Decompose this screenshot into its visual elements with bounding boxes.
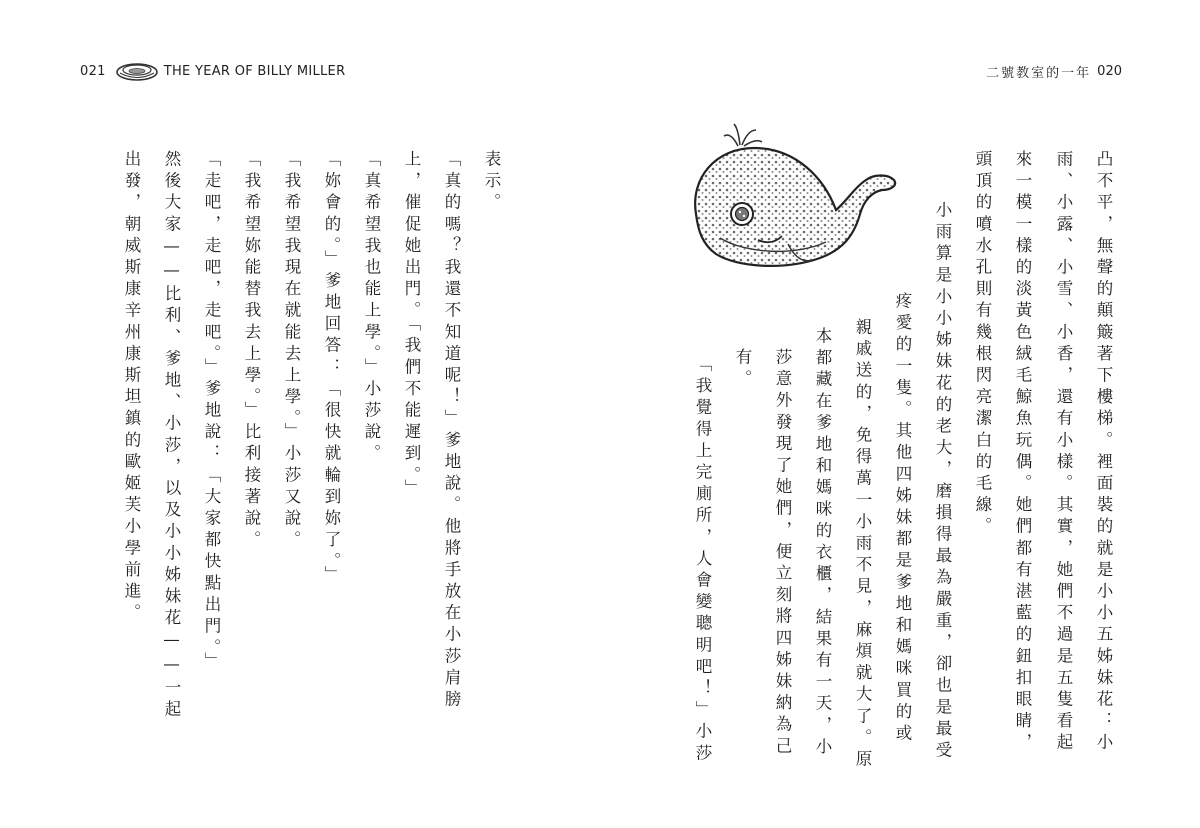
- whale-plush-illustration: [676, 118, 904, 278]
- text-column: 「真希望我也能上學。」小莎說。: [362, 150, 381, 466]
- right-page-number: 020: [1097, 63, 1122, 79]
- text-column: 表示。: [482, 150, 501, 215]
- text-column: 「我希望我現在就能去上學。」小莎又說。: [282, 150, 301, 553]
- text-column: 雨、小露、小雪、小香，還有小樣。其實，她們不過是五隻看起: [1054, 150, 1073, 755]
- text-column: 有。: [733, 348, 752, 392]
- text-column: 出發，朝威斯康辛州康斯坦鎮的歐姬芙小學前進。: [122, 150, 141, 626]
- text-column: 「我希望妳能替我去上學。」比利接著說。: [242, 150, 261, 553]
- bowl-logo-icon: [114, 60, 160, 82]
- right-chapter-title: 二號教室的一年: [986, 65, 1092, 81]
- left-page-header: [80, 60, 345, 82]
- text-column: 然後大家——比利、爹地、小莎，以及小小姊妹花——一起: [162, 150, 181, 722]
- text-column: 「真的嗎？我還不知道呢！」爹地說。他將手放在小莎肩膀: [442, 150, 461, 712]
- text-column: 莎意外發現了她們，便立刻將四姊妹納為己: [773, 348, 792, 759]
- text-column: 「妳會的。」爹地回答：「很快就輪到妳了。」: [322, 150, 341, 588]
- right-page-header: [986, 60, 1122, 82]
- text-column: 頭頂的噴水孔則有幾根閃亮潔白的毛線。: [973, 150, 992, 539]
- text-column: 凸不平，無聲的顛簸著下樓梯。裡面裝的就是小小五姊妹花：小: [1094, 150, 1113, 755]
- left-book-title: THE YEAR OF BILLY MILLER: [163, 63, 346, 79]
- text-column: 親戚送的，免得萬一小雨不見，麻煩就大了。原: [853, 318, 872, 772]
- text-column: 小雨算是小小姊妹花的老大，磨損得最為嚴重，卻也是最受: [933, 201, 952, 763]
- text-column: 「走吧，走吧，走吧。」爹地說：「大家都快點出門。」: [202, 150, 221, 674]
- text-column: 疼愛的一隻。其他四姊妹都是爹地和媽咪買的或: [893, 292, 912, 746]
- text-column: 「我覺得上完廁所，人會變聰明吧！」小莎: [693, 355, 712, 766]
- left-page-number: 021: [80, 63, 106, 79]
- text-column: 來一模一樣的淡黃色絨毛鯨魚玩偶。她們都有湛藍的鈕扣眼睛，: [1013, 150, 1032, 755]
- text-column: 本都藏在爹地和媽咪的衣櫃，結果有一天，小: [813, 327, 832, 759]
- text-column: 上，催促她出門。「我們不能遲到。」: [402, 150, 421, 501]
